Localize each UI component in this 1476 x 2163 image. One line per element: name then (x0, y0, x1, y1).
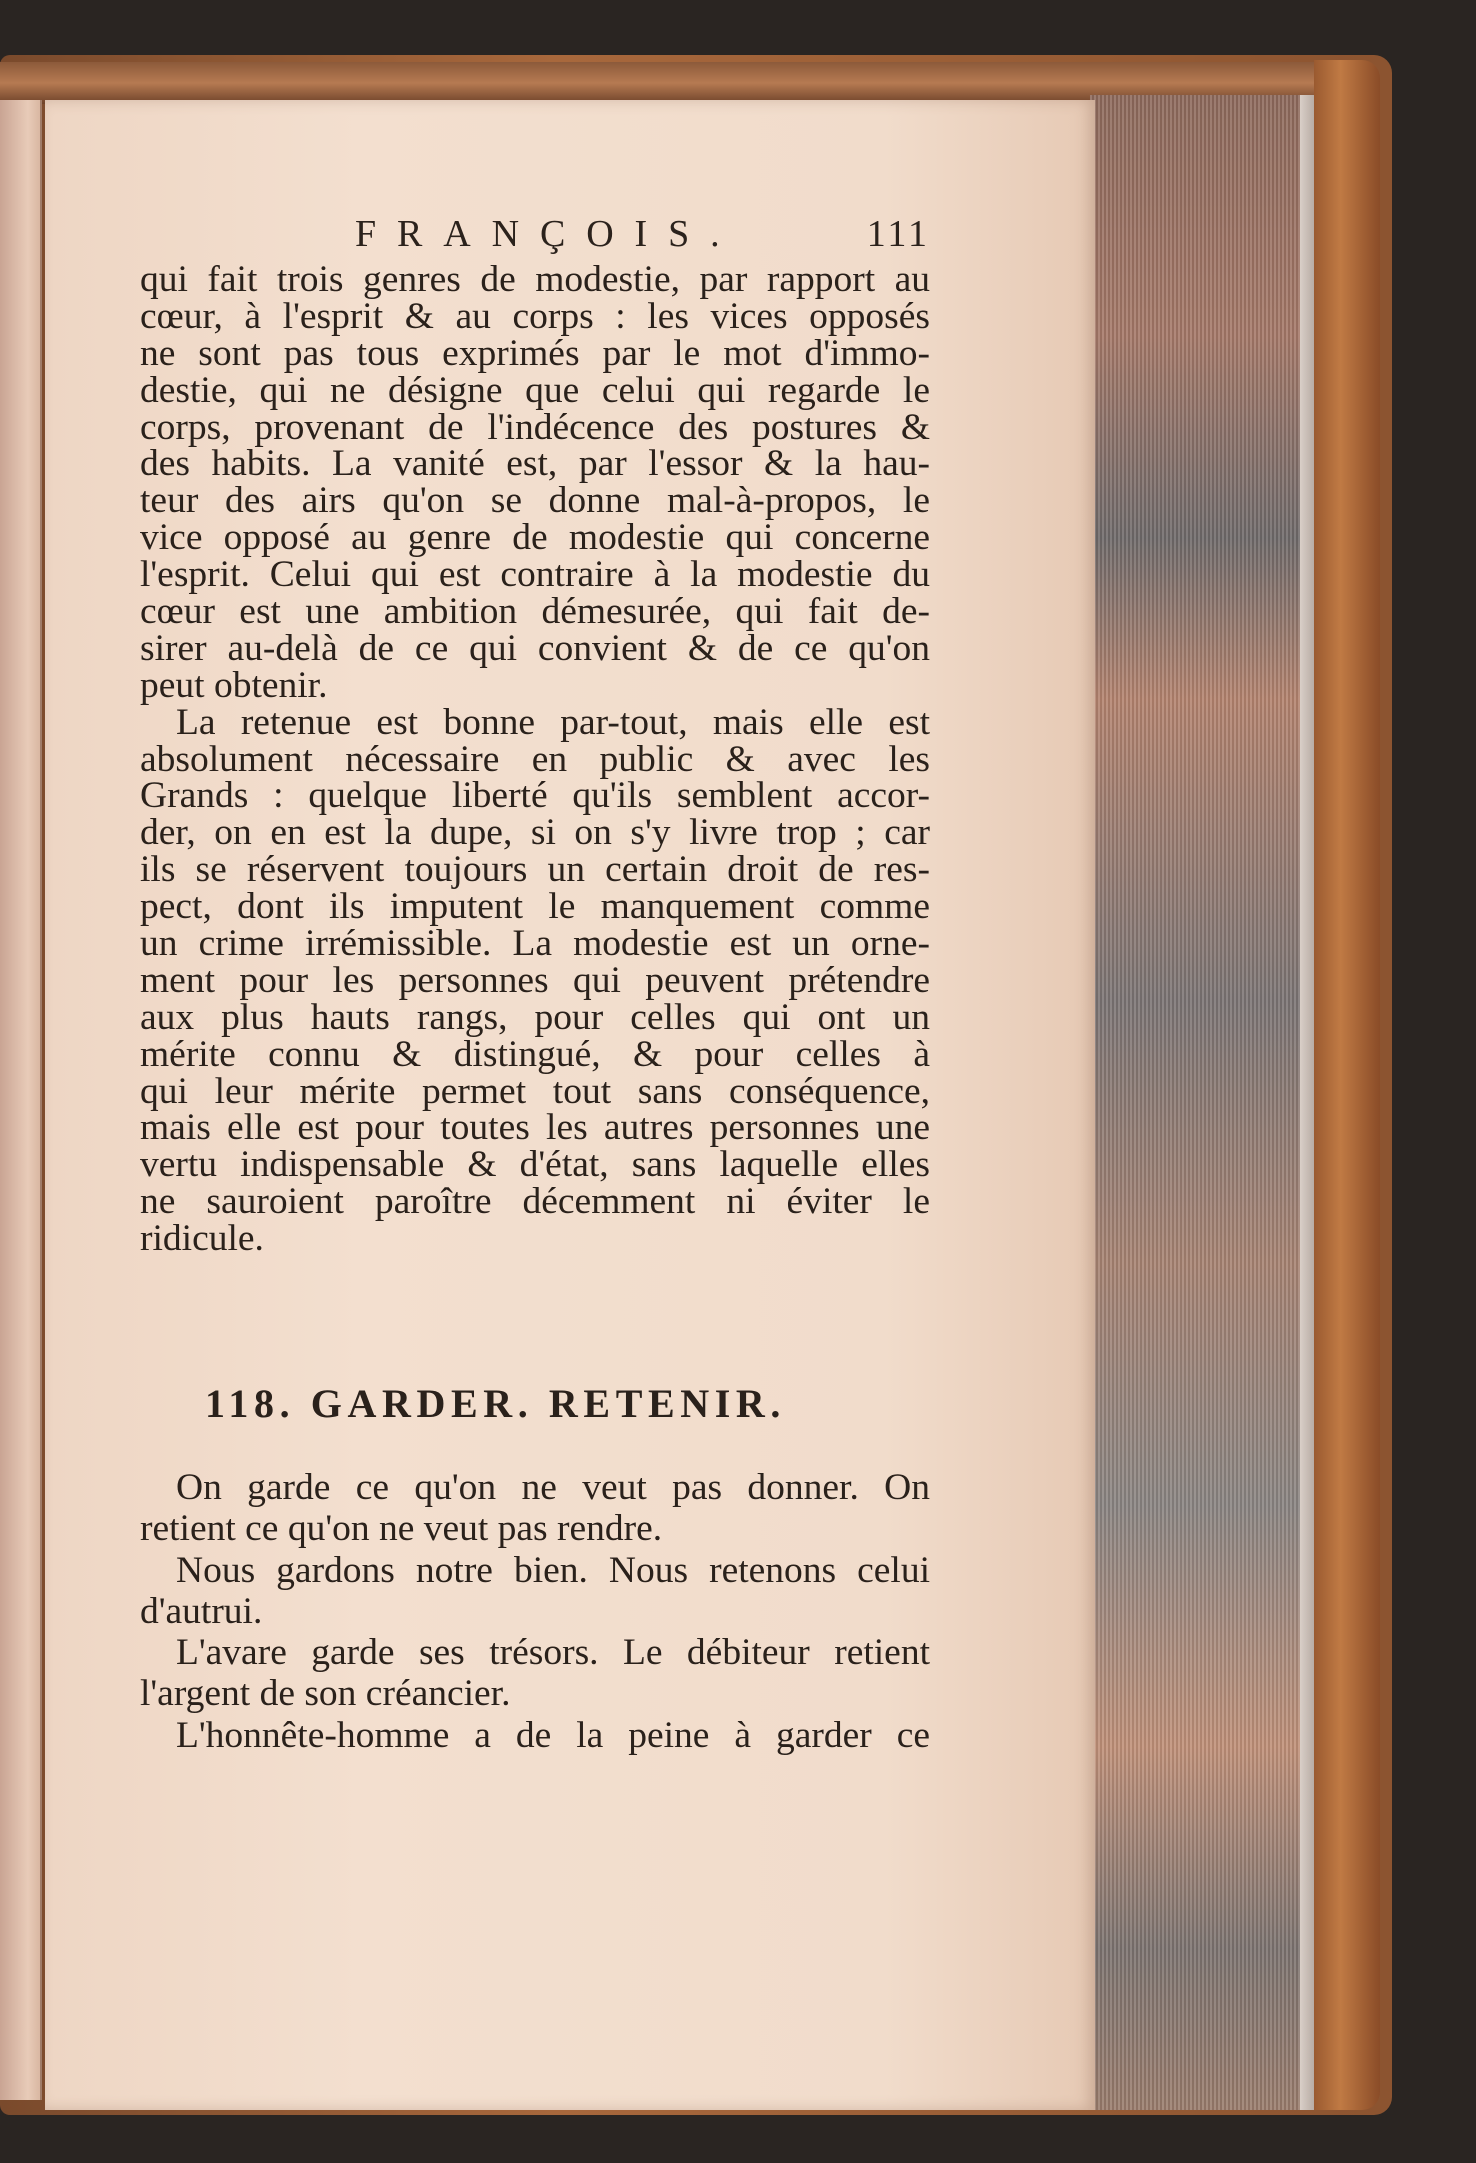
text-line: ne sauroient paroître décemment ni éviter le (140, 1181, 930, 1223)
page-number: 111 (866, 213, 930, 255)
text-line: sirer au-delà de ce qui convient & de ce qu'on (140, 627, 930, 669)
text-line: mais elle est pour toutes les autres personnes une (140, 1107, 930, 1149)
text-line: un crime irrémissible. La modestie est un orne- (140, 923, 930, 965)
text-line: ils se réservent toujours un certain droit de res- (140, 849, 930, 891)
text-line: ne sont pas tous exprimés par le mot d'immo- (140, 332, 930, 374)
text-line: d'autrui. (140, 1590, 263, 1632)
text-line: corps, provenant de l'indécence des postures & (140, 406, 930, 448)
text-line: qui leur mérite permet tout sans conséquence, (140, 1070, 930, 1112)
leather-cover-edge (1314, 60, 1380, 2110)
section-heading: 118. GARDER. RETENIR. (205, 1381, 786, 1426)
text-line: qui fait trois genres de modestie, par rapport au (140, 259, 930, 300)
text-line: On garde ce qu'on ne veut pas donner. On (176, 1467, 930, 1508)
text-line: L'honnête-homme a de la peine à garder ce (176, 1714, 930, 1756)
text-line: cœur est une ambition démesurée, qui fait de- (140, 591, 930, 633)
body-text (140, 259, 930, 1260)
text-line: La retenue est bonne par-tout, mais elle est (176, 701, 930, 743)
text-line: Nous gardons notre bien. Nous retenons celui (176, 1549, 930, 1591)
text-line: ridicule. (140, 1218, 264, 1260)
text-line: L'avare garde ses trésors. Le débiteur retient (176, 1632, 930, 1674)
text-line: des habits. La vanité est, par l'essor & la hau- (140, 443, 930, 485)
text-line: Grands : quelque liberté qu'ils semblent accor- (140, 775, 930, 817)
text-line: retient ce qu'on ne veut pas rendre. (140, 1508, 663, 1550)
text-line: peut obtenir. (140, 664, 328, 706)
text-line: vice opposé au genre de modestie qui concerne (140, 517, 930, 559)
text-line: cœur, à l'esprit & au corps : les vices opposés (140, 295, 930, 337)
page-block-edge (1300, 95, 1314, 2110)
section-text (140, 1467, 930, 1756)
text-line: ment pour les personnes qui peuvent prétendre (140, 959, 930, 1001)
text-line: l'esprit. Celui qui est contraire à la modestie du (140, 554, 930, 596)
text-line: absolument nécessaire en public & avec les (140, 738, 930, 780)
text-line: aux plus hauts rangs, pour celles qui ont un (140, 996, 930, 1038)
text-line: pect, dont ils imputent le manquement comme (140, 886, 930, 928)
marbled-fore-edge (1090, 95, 1310, 2110)
text-line: l'argent de son créancier. (140, 1673, 511, 1715)
text-line: destie, qui ne désigne que celui qui regarde le (140, 369, 930, 411)
running-head-title: FRANÇOIS. (355, 213, 741, 255)
text-line: vertu indispensable & d'état, sans laquelle elles (140, 1144, 930, 1186)
text-line: mérite connu & distingué, & pour celles à (140, 1033, 930, 1075)
left-page-edge (0, 100, 42, 2100)
running-head (140, 212, 930, 262)
text-line: teur des airs qu'on se donne mal-à-propos, le (140, 480, 930, 522)
text-line: der, on en est la dupe, si on s'y livre trop ; car (140, 812, 930, 854)
